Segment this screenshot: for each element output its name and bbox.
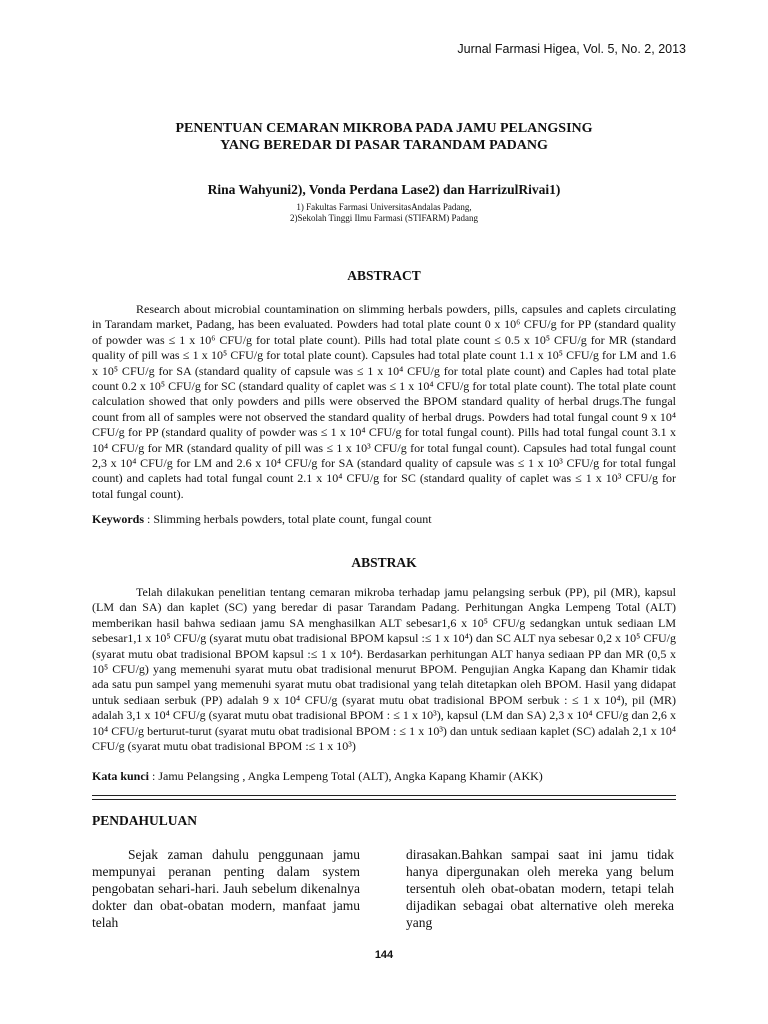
abstrak-paragraph: Telah dilakukan penelitian tentang cemaran mikroba terhadap jamu pelangsing serbuk (PP), pil (MR), kapsul (LM dan SA) dan kaplet (SC) yang beredar di pasar Tarandam Padang. Perhitungan Angka Lempeng Total (ALT) memberikan hasil bahwa sediaan jamu SA menghasilkan ALT sebesar1,6 x 10⁵ CFU/g sedangkan untuk sediaan LM sebesar1,1 x 10⁵ CFU/g (syarat mutu obat tradisional BPOM kapsul :≤ 1 x 10⁴) dan SC ALT nya sebesar 0,2 x 10⁵ CFU/g (syarat mutu obat tradisional BPOM kapsul :≤ 1 x 10⁴). Berdasarkan perhitungan ALT hanya sediaan PP dan MR (0,5 x 10⁵ CFU/g) yang memenuhi syarat mutu obat tradisional menurut BPOM. Pengujian Angka Kapang dan Khamir tidak ada satu pun sampel yang memenuhi syarat mutu obat tradisional yang telah ditetapkan oleh BPOM. Hasil yang didapat untuk sediaan serbuk (PP) adalah 9 x 10⁴ CFU/g (syarat mutu obat tradisional BPOM serbuk : ≤ 1 x 10⁴), pil (MR) adalah 3,1 x 10⁴ CFU/g (syarat mutu obat tradisional BPOM : ≤ 1 x 10³), kapsul (LM dan SA) 2,3 x 10⁴ CFU/g dan 2,6 x 10⁴ CFU/g berturut-turut (syarat mutu obat tradisional BPOM : ≤ 1 x 10³) dan untuk sediaan kaplet (SC) adalah 2,1 x 10⁴ CFU/g (syarat mutu obat tradisional BPOM :≤ 1 x 10³): [92, 585, 676, 754]
keywords-text: : Slimming herbals powders, total plate count, fungal count: [144, 512, 432, 526]
abstrak-heading: ABSTRAK: [351, 555, 417, 570]
kata-kunci: [92, 769, 676, 784]
section-heading-pendahuluan: PENDAHULUAN: [92, 813, 198, 828]
abstract-text: [92, 302, 676, 502]
divider-top: [92, 795, 676, 796]
page-number: 144: [374, 949, 394, 961]
kata-kunci-label: Kata kunci: [92, 769, 150, 783]
title-line-2: YANG BEREDAR DI PASAR TARANDAM PADANG: [220, 138, 548, 153]
affiliation-2: 2)Sekolah Tinggi Ilmu Farmasi (STIFARM) Padang: [289, 213, 479, 223]
divider-bottom: [92, 799, 676, 800]
abstrak-text: [92, 585, 676, 754]
abstract-paragraph: Research about microbial countamination on slimming herbals powders, pills, capsules and caplets circulating in Tarandam market, Padang, has been evaluated. Powders had total plate count 0 x 10⁶ CFU/g for PP (standard quality of powder was ≤ 1 x 10⁶ CFU/g for total plate count). Pills had total plate count ≤ 0.5 x 10⁵ CFU/g for MR (standard quality of pill was ≤ 1 x 10⁵ CFU/g for total plate count). Capsules had total plate count 1.1 x 10⁵ CFU/g for LM and 1.6 x 10⁵ CFU/g for SA (standard quality of capsule was ≤ 1 x 10⁴ CFU/g for total plate count) and Caples had total plate count 0.2 x 10⁵ CFU/g for SC (standard quality of caplet was ≤ 1 x 10⁴ CFU/g for total plate count). The total plate count calculation showed that only powders and pills were observed the BPOM standard quality of herbal drugs.The fungal count from all of samples were not observed the standard quality of herbal drugs. Powders had total fungal count 9 x 10⁴ CFU/g for PP (standard quality of powder was ≤ 1 x 10⁴ CFU/g for total fungal count). Pills had total fungal count 3.1 x 10⁴ CFU/g for MR (standard quality of pill was ≤ 1 x 10³ CFU/g for total fungal count). Capsules had total fungal count 2,3 x 10⁴ CFU/g for LM and 2.6 x 10⁴ CFU/g for SA (standard quality of capsule was ≤ 1 x 10³ CFU/g for total fungal count) and caplets had total fungal count 2.1 x 10⁴ CFU/g for SC (standard quality of caplet was ≤ 1 x 10³ CFU/g for total fungal count).: [92, 302, 676, 501]
paper-title: [0, 120, 768, 154]
affiliation-1: 1) Fakultas Farmasi UniversitasAndalas Padang,: [296, 202, 472, 212]
intro-right-column: dirasakan.Bahkan sampai saat ini jamu tidak hanya dipergunakan oleh mereka yang belum tersentuh oleh obat-obatan modern, tetapi telah dijadikan sebagai obat alternative oleh mereka yang: [406, 847, 674, 930]
authors: Rina Wahyuni2), Vonda Perdana Lase2) dan HarrizulRivai1): [207, 182, 561, 197]
keywords-label: Keywords: [92, 512, 144, 526]
abstract-heading: ABSTRACT: [347, 268, 421, 283]
kata-kunci-text: : Jamu Pelangsing , Angka Lempeng Total (ALT), Angka Kapang Khamir (AKK): [149, 769, 543, 783]
intro-left-column: Sejak zaman dahulu penggunaan jamu mempunyai peranan penting dalam system pengobatan sehari-hari. Jauh sebelum dikenalnya dokter dan obat-obatan modern, manfaat jamu telah: [92, 847, 360, 930]
title-line-1: PENENTUAN CEMARAN MIKROBA PADA JAMU PELANGSING: [175, 121, 593, 136]
keywords: [92, 512, 676, 527]
journal-header: Jurnal Farmasi Higea, Vol. 5, No. 2, 2013: [457, 42, 686, 56]
